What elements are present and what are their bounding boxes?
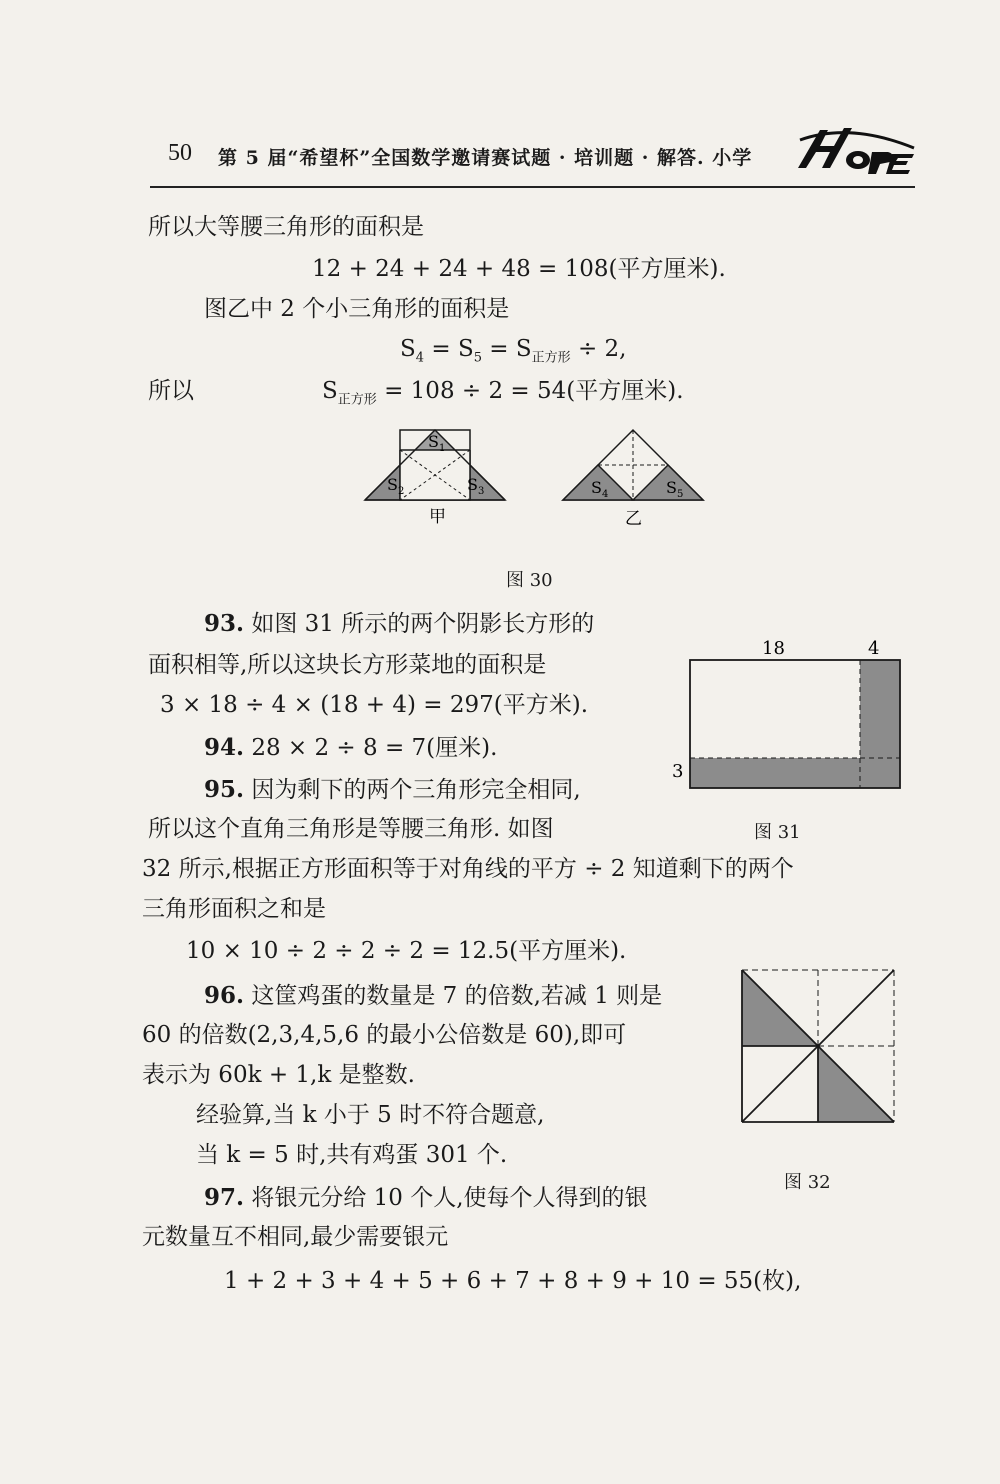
figure-31	[670, 634, 910, 844]
fig31-caption: 图 31	[754, 822, 801, 843]
problem-96-line: 96. 这筐鸡蛋的数量是 7 的倍数,若减 1 则是	[204, 982, 663, 1009]
text-line: 所以	[148, 378, 194, 404]
problem-93-line: 93. 如图 31 所示的两个阴影长方形的	[204, 610, 595, 637]
text-line: 表示为 60k + 1,k 是整数.	[142, 1062, 415, 1088]
text-line: 当 k = 5 时,共有鸡蛋 301 个.	[196, 1142, 508, 1168]
text-line: 所以这个直角三角形是等腰三角形. 如图	[148, 816, 554, 842]
problem-95-line: 95. 因为剩下的两个三角形完全相同,	[204, 776, 581, 803]
header-rule	[150, 186, 915, 188]
equation: 10 × 10 ÷ 2 ÷ 2 ÷ 2 = 12.5(平方厘米).	[186, 938, 627, 964]
problem-94-line: 94. 28 × 2 ÷ 8 = 7(厘米).	[204, 734, 498, 761]
text-line: 图乙中 2 个小三角形的面积是	[204, 296, 510, 322]
text-line: 三角形面积之和是	[142, 896, 326, 922]
fig30-s2-label: $S_2$	[387, 475, 405, 497]
equation: 1 + 2 + 3 + 4 + 5 + 6 + 7 + 8 + 9 + 10 = 55(枚),	[224, 1268, 802, 1294]
equation: 12 + 24 + 24 + 48 = 108(平方厘米).	[312, 256, 726, 282]
fig31-right-label: 4	[868, 638, 880, 659]
problem-97-line: 97. 将银元分给 10 个人,使每个人得到的银	[204, 1184, 648, 1211]
fig30-right-label: 乙	[625, 509, 642, 529]
fig30-left-label: 甲	[429, 507, 446, 527]
fig30-s5-label: $S_5$	[666, 478, 684, 500]
page-number: 50	[168, 140, 192, 166]
hope-logo	[790, 120, 920, 180]
fig30-s4-label: $S_4$	[591, 478, 609, 500]
text-line: 经验算,当 k 小于 5 时不符合题意,	[196, 1102, 545, 1128]
equation: $S_4 = S_5 = S_{正方形} \div 2$,	[400, 336, 627, 366]
figure-30	[355, 420, 725, 530]
text-line: 面积相等,所以这块长方形菜地的面积是	[148, 652, 547, 678]
equation: $S_{正方形} = 108 \div 2 = 54$(平方厘米).	[322, 378, 684, 408]
fig30-caption: 图 30	[506, 570, 553, 591]
fig30-s3-label: $S_3$	[467, 475, 485, 497]
text-line: 60 的倍数(2,3,4,5,6 的最小公倍数是 60),即可	[142, 1022, 627, 1048]
text-line: 32 所示,根据正方形面积等于对角线的平方 ÷ 2 知道剩下的两个	[142, 856, 794, 882]
fig31-left-label: 3	[672, 761, 684, 782]
fig32-caption: 图 32	[784, 1172, 831, 1193]
equation: 3 × 18 ÷ 4 × (18 + 4) = 297(平方米).	[160, 692, 589, 718]
figure-32	[738, 966, 898, 1126]
text-line: 元数量互不相同,最少需要银元	[142, 1224, 449, 1250]
running-title: 第 5 届“希望杯”全国数学邀请赛试题 · 培训题 · 解答. 小学	[218, 147, 753, 169]
fig30-s1-label: $S_1$	[428, 432, 446, 454]
text-line: 所以大等腰三角形的面积是	[148, 214, 424, 240]
fig31-top-label: 18	[762, 638, 785, 659]
